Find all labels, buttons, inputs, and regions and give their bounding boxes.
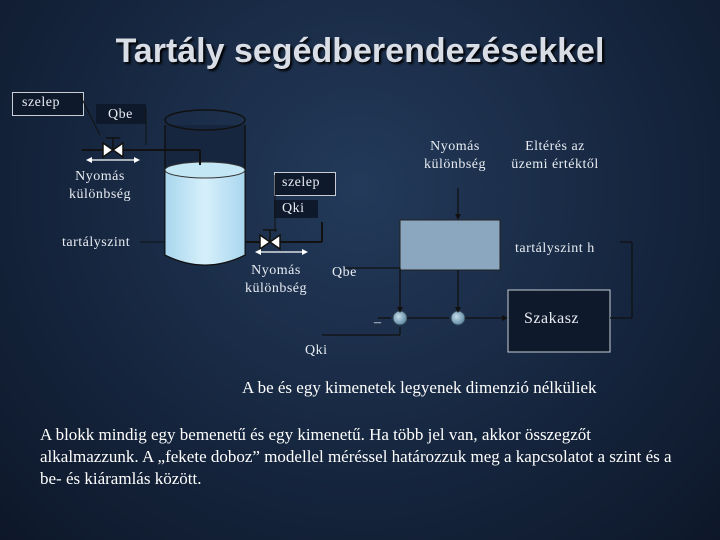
qbe-label-top: Qbe bbox=[108, 107, 133, 122]
text-paragraph: A blokk mindig egy bemenetű és egy kimenetű. Ha több jel van, akkor összegzőt alkalmazzunk. A „fekete doboz” modellel méréssel határozzuk meg a kapcsolatot a szint és a be- és kiáramlás között. bbox=[40, 425, 672, 488]
slide-title: Tartály segédberendezésekkel bbox=[115, 32, 605, 70]
summing-junction-1 bbox=[393, 311, 407, 325]
pressure-label-left: Nyomás különbség bbox=[68, 169, 132, 202]
level-label: tartályszint bbox=[62, 235, 131, 250]
valve-label-top: szelep bbox=[22, 95, 60, 110]
process-label: Szakasz bbox=[524, 310, 580, 327]
qki-label: Qki bbox=[282, 201, 305, 216]
pressure-label-right: Nyomás különbség bbox=[423, 139, 487, 172]
controller-block bbox=[400, 220, 500, 270]
summing-junction-2 bbox=[451, 311, 465, 325]
outlet-pipe bbox=[245, 222, 322, 242]
pressure-label-bottom: Nyomás különbség bbox=[244, 263, 308, 296]
qbe-label-bottom: Qbe bbox=[332, 265, 357, 280]
tank bbox=[165, 110, 245, 265]
minus-sign: – bbox=[374, 315, 382, 330]
text-line-1: A be és egy kimenetek legyenek dimenzió nélküliek bbox=[242, 378, 597, 397]
level-h-label: tartályszint h bbox=[515, 241, 595, 256]
qki-label-bottom: Qki bbox=[305, 343, 328, 358]
inlet-valve bbox=[103, 138, 123, 157]
valve-label-right: szelep bbox=[282, 175, 320, 190]
outlet-valve bbox=[260, 230, 280, 249]
deviation-label: Eltérés az üzemi értéktől bbox=[511, 139, 599, 172]
